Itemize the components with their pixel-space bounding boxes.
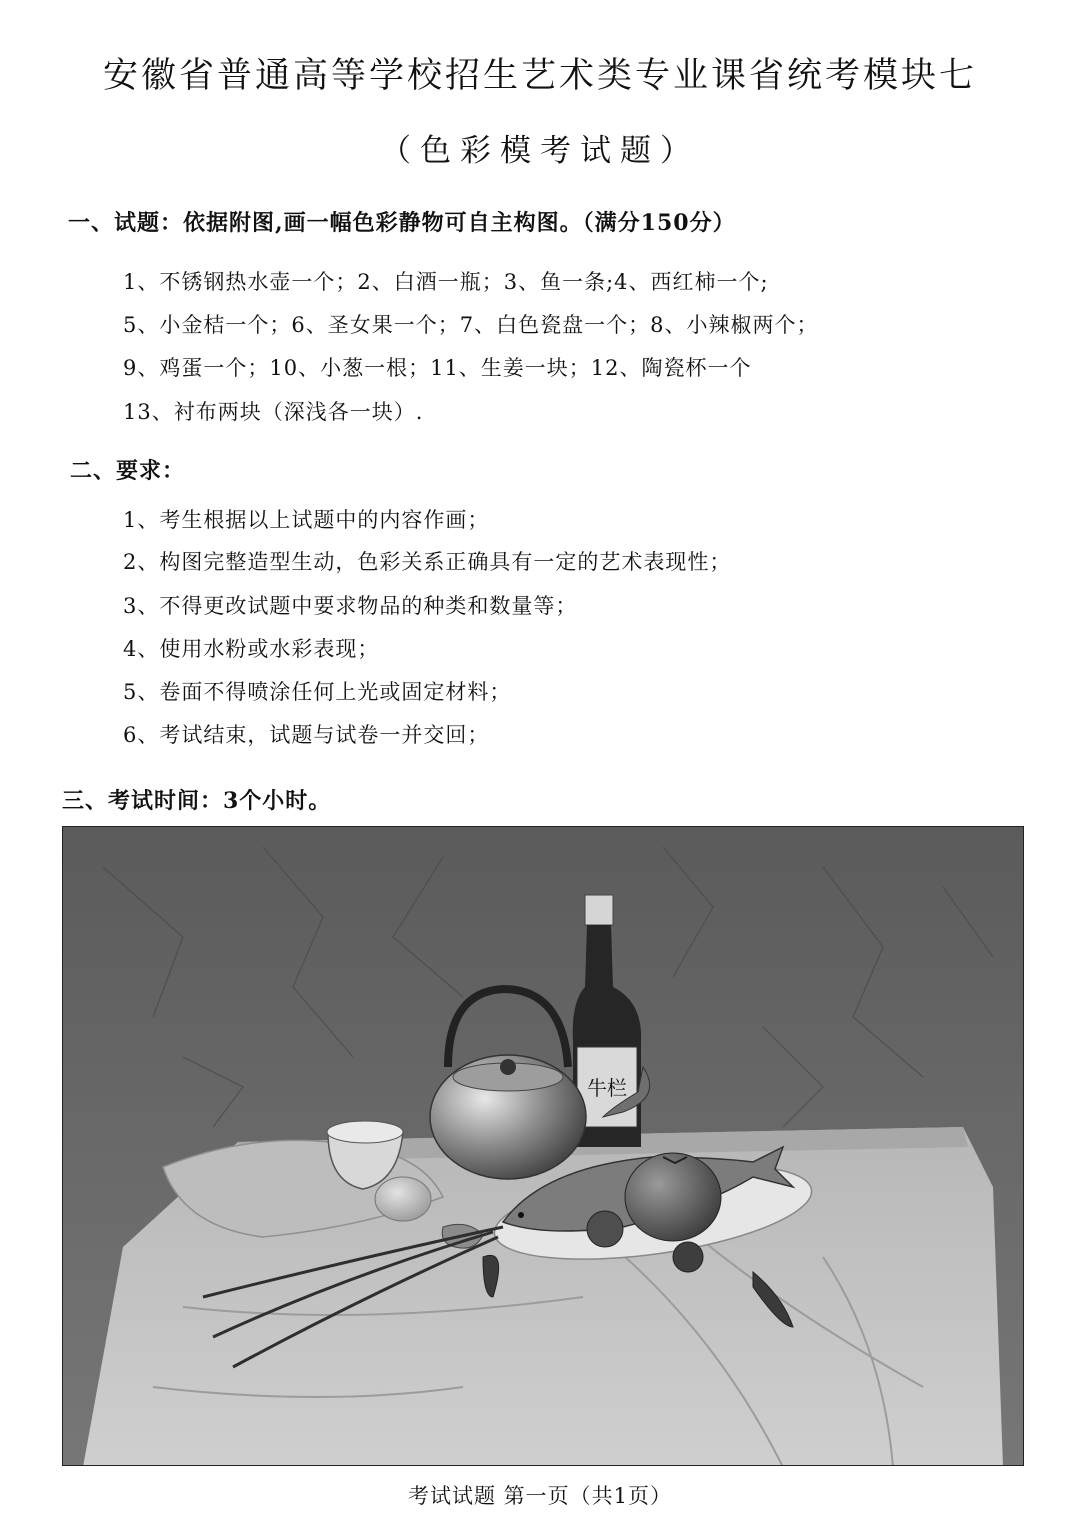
document-subtitle: （色彩模考试题） [380, 133, 700, 169]
item-line-2: 5、小金桔一个；6、圣女果一个；7、白色瓷盘一个；8、小辣椒两个； [123, 313, 819, 337]
requirement-line-4: 4、使用水粉或水彩表现； [123, 637, 380, 661]
item-line-1: 1、不锈钢热水壶一个；2、白酒一瓶；3、鱼一条;4、西红柿一个; [123, 270, 769, 294]
egg [375, 1177, 431, 1221]
kumquat [673, 1242, 703, 1272]
still-life-photo [62, 826, 1024, 1466]
requirement-line-2: 2、构图完整造型生动，色彩关系正确具有一定的艺术表现性； [123, 550, 732, 574]
tomato [625, 1153, 721, 1241]
requirement-line-5: 5、卷面不得喷涂任何上光或固定材料； [123, 680, 512, 704]
item-line-3: 9、鸡蛋一个；10、小葱一根；11、生姜一块；12、陶瓷杯一个 [123, 356, 752, 380]
item-line-4: 13、衬布两块（深浅各一块）. [123, 400, 424, 424]
cherry-tomato [587, 1211, 623, 1247]
requirement-line-3: 3、不得更改试题中要求物品的种类和数量等； [123, 594, 578, 618]
section-2-heading: 二、要求： [70, 458, 186, 484]
requirement-line-1: 1、考生根据以上试题中的内容作画； [123, 508, 490, 532]
liquor-bottle-cap [585, 895, 613, 925]
requirement-line-6: 6、考试结束，试题与试卷一并交回； [123, 723, 490, 747]
page-footer: 考试试题 第一页（共1页） [407, 1484, 673, 1508]
section-3-heading: 三、考试时间：3个小时。 [62, 788, 332, 814]
bottle-label-text: 牛栏 [587, 1076, 627, 1100]
document-title: 安徽省普通高等学校招生艺术类专业课省统考模块七 [102, 56, 977, 96]
section-1-heading: 一、试题：依据附图,画一幅色彩静物可自主构图。（满分150分） [68, 210, 736, 236]
